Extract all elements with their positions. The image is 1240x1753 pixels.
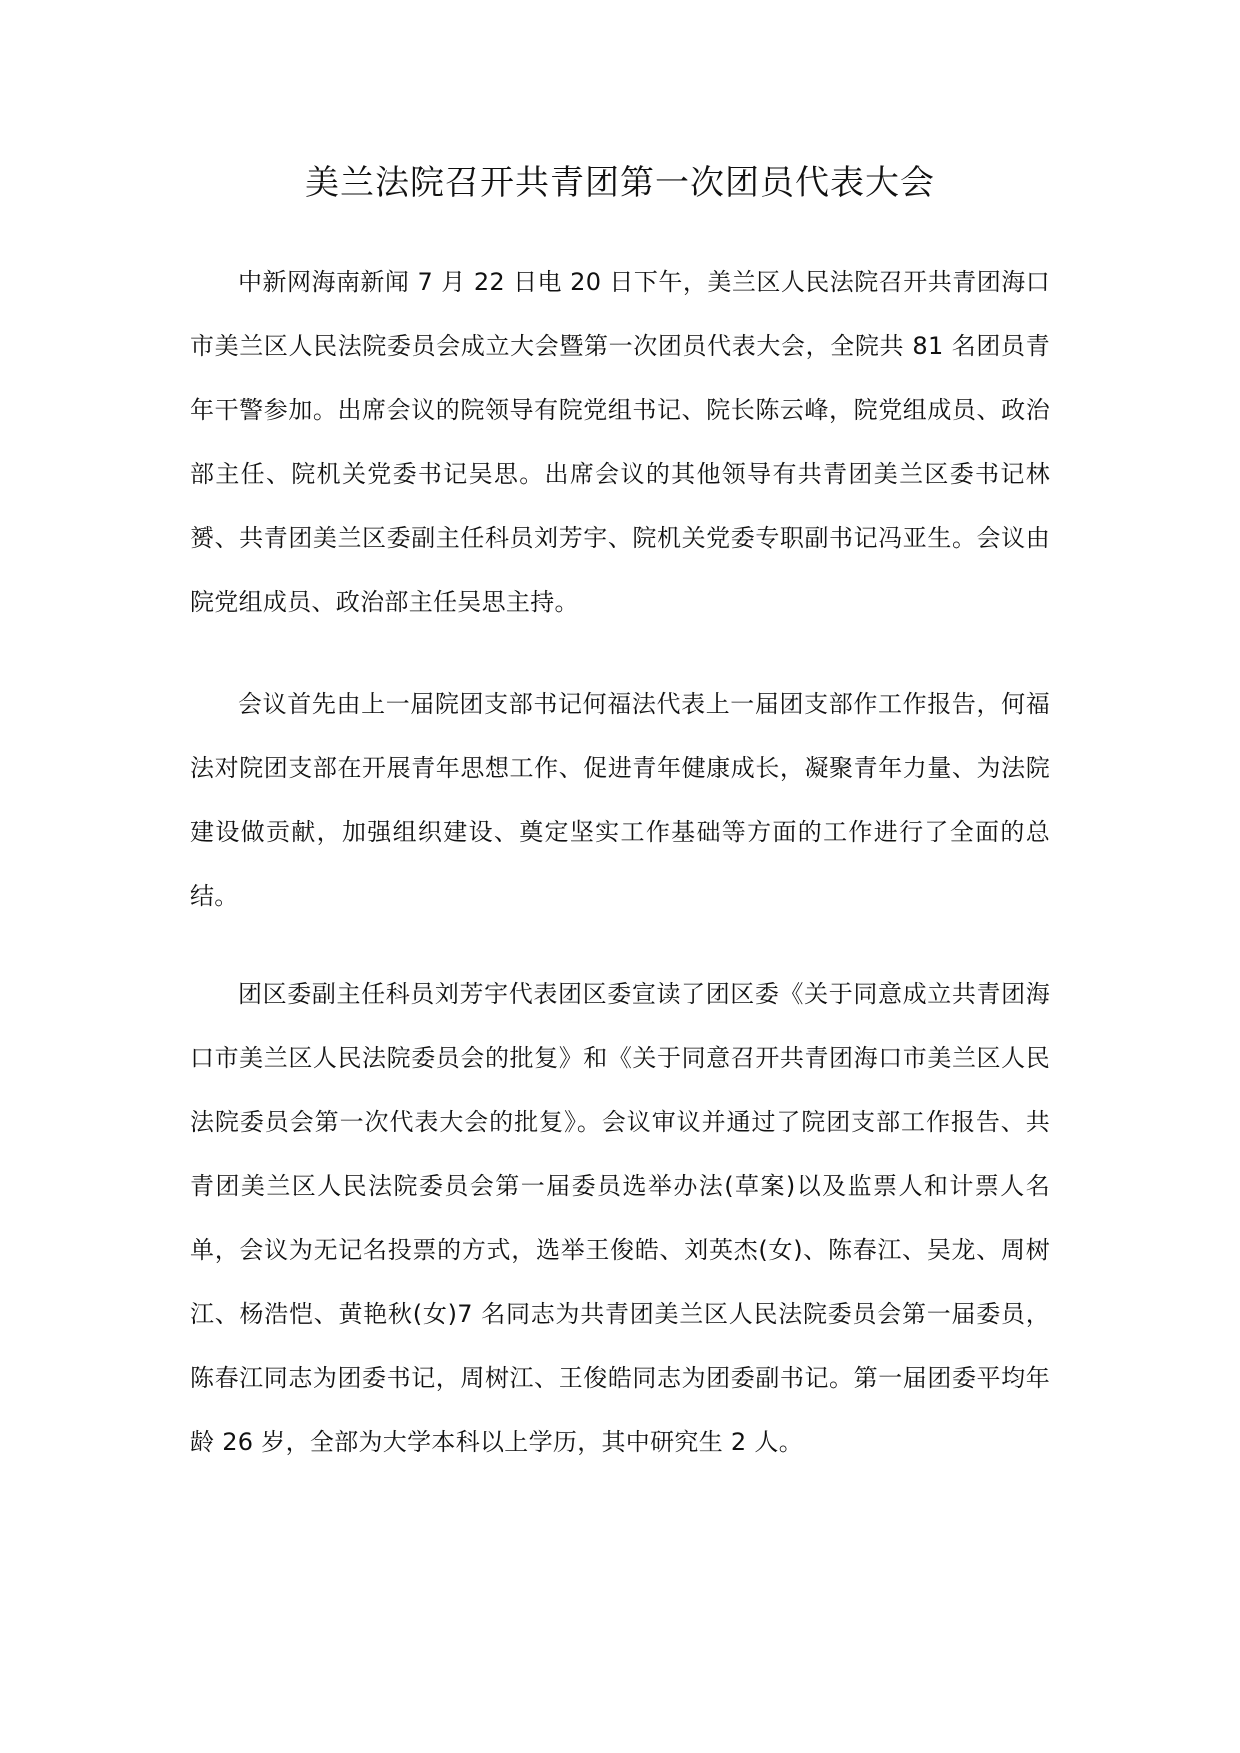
paragraph-1: 中新网海南新闻 7 月 22 日电 20 日下午，美兰区人民法院召开共青团海口市美兰区人民法院委员会成立大会暨第一次团员代表大会，全院共 81 名团员青年干警参加。出席会议的院领导有院党组书记、院长陈云峰，院党组成员、政治部主任、院机关党委书记吴思。出席会议的其他领导有共青团美兰区委书记林赟、共青团美兰区委副主任科员刘芳宇、院机关党委专职副书记冯亚生。会议由院党组成员、政治部主任吴思主持。 [190,268,1050,616]
paragraph-2: 会议首先由上一届院团支部书记何福法代表上一届团支部作工作报告，何福法对院团支部在开展青年思想工作、促进青年健康成长，凝聚青年力量、为法院建设做贡献，加强组织建设、奠定坚实工作基础等方面的工作进行了全面的总结。 [190,690,1050,910]
page-title: 美兰法院召开共青团第一次团员代表大会 [305,163,935,203]
paragraph-3: 团区委副主任科员刘芳宇代表团区委宣读了团区委《关于同意成立共青团海口市美兰区人民法院委员会的批复》和《关于同意召开共青团海口市美兰区人民法院委员会第一次代表大会的批复》。会议审议并通过了院团支部工作报告、共青团美兰区人民法院委员会第一届委员选举办法(草案)以及监票人和计票人名单，会议为无记名投票的方式，选举王俊皓、刘英杰(女)、陈春江、吴龙、周树江、杨浩恺、黄艳秋(女)7 名同志为共青团美兰区人民法院委员会第一届委员，陈春江同志为团委书记，周树江、王俊皓同志为团委副书记。第一届团委平均年龄 26 岁，全部为大学本科以上学历，其中研究生 2 人。 [190,980,1050,1456]
